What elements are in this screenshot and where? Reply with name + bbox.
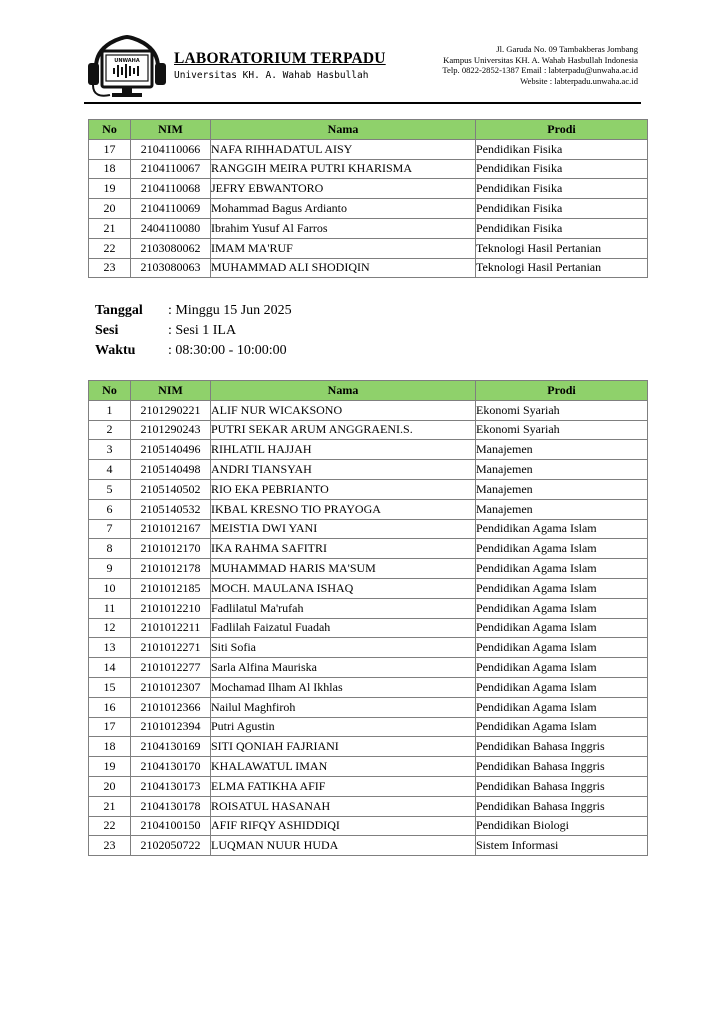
cell-nim: 2104130178 <box>131 796 211 816</box>
cell-nama: Nailul Maghfiroh <box>211 697 476 717</box>
cell-nama: MEISTIA DWI YANI <box>211 519 476 539</box>
cell-nim: 2101012210 <box>131 598 211 618</box>
cell-nim: 2103080062 <box>131 238 211 258</box>
cell-prodi: Pendidikan Agama Islam <box>476 658 648 678</box>
cell-nama: SITI QONIAH FAJRIANI <box>211 737 476 757</box>
contact-address: Jl. Garuda No. 09 Tambakberas Jombang <box>496 44 638 54</box>
date-label: Tanggal <box>95 303 143 318</box>
column-header-nama: Nama <box>211 120 476 140</box>
cell-no: 10 <box>89 578 131 598</box>
cell-nim: 2101012271 <box>131 638 211 658</box>
cell-no: 22 <box>89 238 131 258</box>
cell-nama: LUQMAN NUUR HUDA <box>211 836 476 856</box>
cell-no: 18 <box>89 737 131 757</box>
contact-info <box>442 44 638 86</box>
cell-nama: ROISATUL HASANAH <box>211 796 476 816</box>
cell-no: 13 <box>89 638 131 658</box>
lab-logo-icon <box>84 35 170 101</box>
time-value: : 08:30:00 - 10:00:00 <box>168 343 287 358</box>
cell-prodi: Teknologi Hasil Pertanian <box>476 258 648 278</box>
column-header-nim: NIM <box>131 381 211 401</box>
column-header-no: No <box>89 120 131 140</box>
cell-no: 18 <box>89 159 131 179</box>
cell-nim: 2101012178 <box>131 559 211 579</box>
cell-no: 6 <box>89 499 131 519</box>
cell-nim: 2101012211 <box>131 618 211 638</box>
cell-prodi: Pendidikan Fisika <box>476 159 648 179</box>
table-row <box>89 460 648 480</box>
table-row <box>89 539 648 559</box>
table-header-row <box>89 120 648 140</box>
cell-prodi: Pendidikan Bahasa Inggris <box>476 757 648 777</box>
contact-campus: Kampus Universitas KH. A. Wahab Hasbullah Indonesia <box>443 54 638 65</box>
table-header-row <box>89 381 648 401</box>
cell-nama: JEFRY EBWANTORO <box>211 179 476 199</box>
cell-nim: 2104110069 <box>131 199 211 219</box>
cell-nama: ANDRI TIANSYAH <box>211 460 476 480</box>
contact-phone-email: Telp. 0822-2852-1387 Email : labterpadu@unwaha.ac.id <box>442 65 638 76</box>
table-row <box>89 658 648 678</box>
cell-no: 3 <box>89 440 131 460</box>
session-info <box>95 301 292 361</box>
header-divider <box>84 102 641 104</box>
table-row <box>89 218 648 238</box>
session-time-row <box>95 341 292 361</box>
cell-no: 19 <box>89 757 131 777</box>
table-row <box>89 139 648 159</box>
table-row <box>89 618 648 638</box>
cell-nim: 2104110066 <box>131 139 211 159</box>
cell-no: 20 <box>89 199 131 219</box>
cell-nim: 2105140502 <box>131 479 211 499</box>
cell-nama: ELMA FATIKHA AFIF <box>211 776 476 796</box>
cell-no: 14 <box>89 658 131 678</box>
cell-prodi: Pendidikan Biologi <box>476 816 648 836</box>
cell-nama: MUHAMMAD ALI SHODIQIN <box>211 258 476 278</box>
cell-prodi: Pendidikan Agama Islam <box>476 519 648 539</box>
cell-prodi: Pendidikan Agama Islam <box>476 717 648 737</box>
session-value: : Sesi 1 ILA <box>168 323 237 338</box>
table-row <box>89 816 648 836</box>
cell-prodi: Pendidikan Fisika <box>476 218 648 238</box>
cell-nama: IKA RAHMA SAFITRI <box>211 539 476 559</box>
table-row <box>89 598 648 618</box>
table-row <box>89 179 648 199</box>
cell-nama: KHALAWATUL IMAN <box>211 757 476 777</box>
cell-nim: 2101012170 <box>131 539 211 559</box>
column-header-no: No <box>89 381 131 401</box>
letterhead <box>84 30 640 104</box>
cell-nama: RIO EKA PEBRIANTO <box>211 479 476 499</box>
cell-no: 21 <box>89 796 131 816</box>
cell-prodi: Ekonomi Syariah <box>476 400 648 420</box>
column-header-prodi: Prodi <box>476 381 648 401</box>
cell-no: 17 <box>89 139 131 159</box>
time-label: Waktu <box>95 343 136 358</box>
cell-nim: 2105140532 <box>131 499 211 519</box>
cell-nama: Sarla Alfina Mauriska <box>211 658 476 678</box>
cell-no: 21 <box>89 218 131 238</box>
cell-nim: 2404110080 <box>131 218 211 238</box>
cell-nama: Fadlilatul Ma'rufah <box>211 598 476 618</box>
cell-nama: IMAM MA'RUF <box>211 238 476 258</box>
cell-no: 16 <box>89 697 131 717</box>
cell-prodi: Pendidikan Agama Islam <box>476 598 648 618</box>
org-name: LABORATORIUM TERPADU <box>174 50 386 67</box>
cell-nim: 2101012167 <box>131 519 211 539</box>
cell-nim: 2101012185 <box>131 578 211 598</box>
table-row <box>89 757 648 777</box>
column-header-prodi: Prodi <box>476 120 648 140</box>
cell-nim: 2101012366 <box>131 697 211 717</box>
cell-nama: IKBAL KRESNO TIO PRAYOGA <box>211 499 476 519</box>
cell-prodi: Pendidikan Bahasa Inggris <box>476 776 648 796</box>
date-value: : Minggu 15 Jun 2025 <box>168 303 292 318</box>
cell-no: 17 <box>89 717 131 737</box>
cell-prodi: Pendidikan Agama Islam <box>476 638 648 658</box>
cell-prodi: Pendidikan Fisika <box>476 199 648 219</box>
cell-nama: NAFA RIHHADATUL AISY <box>211 139 476 159</box>
cell-prodi: Teknologi Hasil Pertanian <box>476 238 648 258</box>
session-date-row <box>95 301 292 321</box>
cell-no: 7 <box>89 519 131 539</box>
table-row <box>89 796 648 816</box>
cell-nama: RIHLATIL HAJJAH <box>211 440 476 460</box>
cell-nim: 2101012277 <box>131 658 211 678</box>
cell-prodi: Pendidikan Agama Islam <box>476 559 648 579</box>
table-row <box>89 499 648 519</box>
column-header-nama: Nama <box>211 381 476 401</box>
table-row <box>89 519 648 539</box>
org-subtitle: Universitas KH. A. Wahab Hasbullah <box>174 70 369 81</box>
cell-no: 1 <box>89 400 131 420</box>
cell-nim: 2104110068 <box>131 179 211 199</box>
table-row <box>89 717 648 737</box>
cell-nim: 2101290221 <box>131 400 211 420</box>
cell-nama: RANGGIH MEIRA PUTRI KHARISMA <box>211 159 476 179</box>
column-header-nim: NIM <box>131 120 211 140</box>
cell-no: 12 <box>89 618 131 638</box>
cell-prodi: Pendidikan Fisika <box>476 179 648 199</box>
cell-no: 5 <box>89 479 131 499</box>
cell-prodi: Manajemen <box>476 440 648 460</box>
table-row <box>89 238 648 258</box>
cell-nama: MUHAMMAD HARIS MA'SUM <box>211 559 476 579</box>
cell-prodi: Pendidikan Bahasa Inggris <box>476 796 648 816</box>
cell-prodi: Pendidikan Agama Islam <box>476 677 648 697</box>
cell-nim: 2104110067 <box>131 159 211 179</box>
cell-prodi: Manajemen <box>476 479 648 499</box>
table-row <box>89 479 648 499</box>
cell-prodi: Pendidikan Agama Islam <box>476 618 648 638</box>
cell-nama: Fadlilah Faizatul Fuadah <box>211 618 476 638</box>
table-row <box>89 400 648 420</box>
cell-prodi: Pendidikan Fisika <box>476 139 648 159</box>
cell-prodi: Sistem Informasi <box>476 836 648 856</box>
table-row <box>89 737 648 757</box>
cell-no: 9 <box>89 559 131 579</box>
participant-table-2 <box>88 380 648 856</box>
cell-nim: 2101290243 <box>131 420 211 440</box>
session-name-row <box>95 321 292 341</box>
cell-nama: PUTRI SEKAR ARUM ANGGRAENI.S. <box>211 420 476 440</box>
cell-no: 23 <box>89 836 131 856</box>
participant-table-1 <box>88 119 648 278</box>
cell-nim: 2105140498 <box>131 460 211 480</box>
cell-nim: 2101012394 <box>131 717 211 737</box>
table-row <box>89 776 648 796</box>
cell-no: 4 <box>89 460 131 480</box>
cell-no: 22 <box>89 816 131 836</box>
session-label: Sesi <box>95 323 119 338</box>
cell-nama: ALIF NUR WICAKSONO <box>211 400 476 420</box>
cell-no: 15 <box>89 677 131 697</box>
cell-nama: Putri Agustin <box>211 717 476 737</box>
cell-no: 8 <box>89 539 131 559</box>
table-row <box>89 420 648 440</box>
table-row <box>89 677 648 697</box>
table-row <box>89 578 648 598</box>
cell-no: 2 <box>89 420 131 440</box>
contact-website: Website : labterpadu.unwaha.ac.id <box>520 75 638 86</box>
cell-nama: Mochamad Ilham Al Ikhlas <box>211 677 476 697</box>
cell-nim: 2103080063 <box>131 258 211 278</box>
cell-prodi: Pendidikan Agama Islam <box>476 578 648 598</box>
table-row <box>89 159 648 179</box>
cell-nama: Mohammad Bagus Ardianto <box>211 199 476 219</box>
cell-no: 19 <box>89 179 131 199</box>
cell-nim: 2102050722 <box>131 836 211 856</box>
logo-text: UNWAHA <box>114 58 140 64</box>
cell-no: 23 <box>89 258 131 278</box>
cell-nim: 2105140496 <box>131 440 211 460</box>
cell-prodi: Manajemen <box>476 499 648 519</box>
cell-nim: 2104100150 <box>131 816 211 836</box>
table-row <box>89 440 648 460</box>
cell-nim: 2104130169 <box>131 737 211 757</box>
table-row <box>89 559 648 579</box>
table-row <box>89 697 648 717</box>
cell-nim: 2101012307 <box>131 677 211 697</box>
cell-nim: 2104130170 <box>131 757 211 777</box>
table-row <box>89 258 648 278</box>
cell-prodi: Manajemen <box>476 460 648 480</box>
cell-prodi: Ekonomi Syariah <box>476 420 648 440</box>
cell-nama: AFIF RIFQY ASHIDDIQI <box>211 816 476 836</box>
table-row <box>89 638 648 658</box>
cell-prodi: Pendidikan Agama Islam <box>476 697 648 717</box>
table-row <box>89 836 648 856</box>
cell-nama: Siti Sofia <box>211 638 476 658</box>
cell-nim: 2104130173 <box>131 776 211 796</box>
cell-nama: MOCH. MAULANA ISHAQ <box>211 578 476 598</box>
cell-no: 11 <box>89 598 131 618</box>
cell-prodi: Pendidikan Agama Islam <box>476 539 648 559</box>
cell-nama: Ibrahim Yusuf Al Farros <box>211 218 476 238</box>
table-row <box>89 199 648 219</box>
cell-no: 20 <box>89 776 131 796</box>
cell-prodi: Pendidikan Bahasa Inggris <box>476 737 648 757</box>
